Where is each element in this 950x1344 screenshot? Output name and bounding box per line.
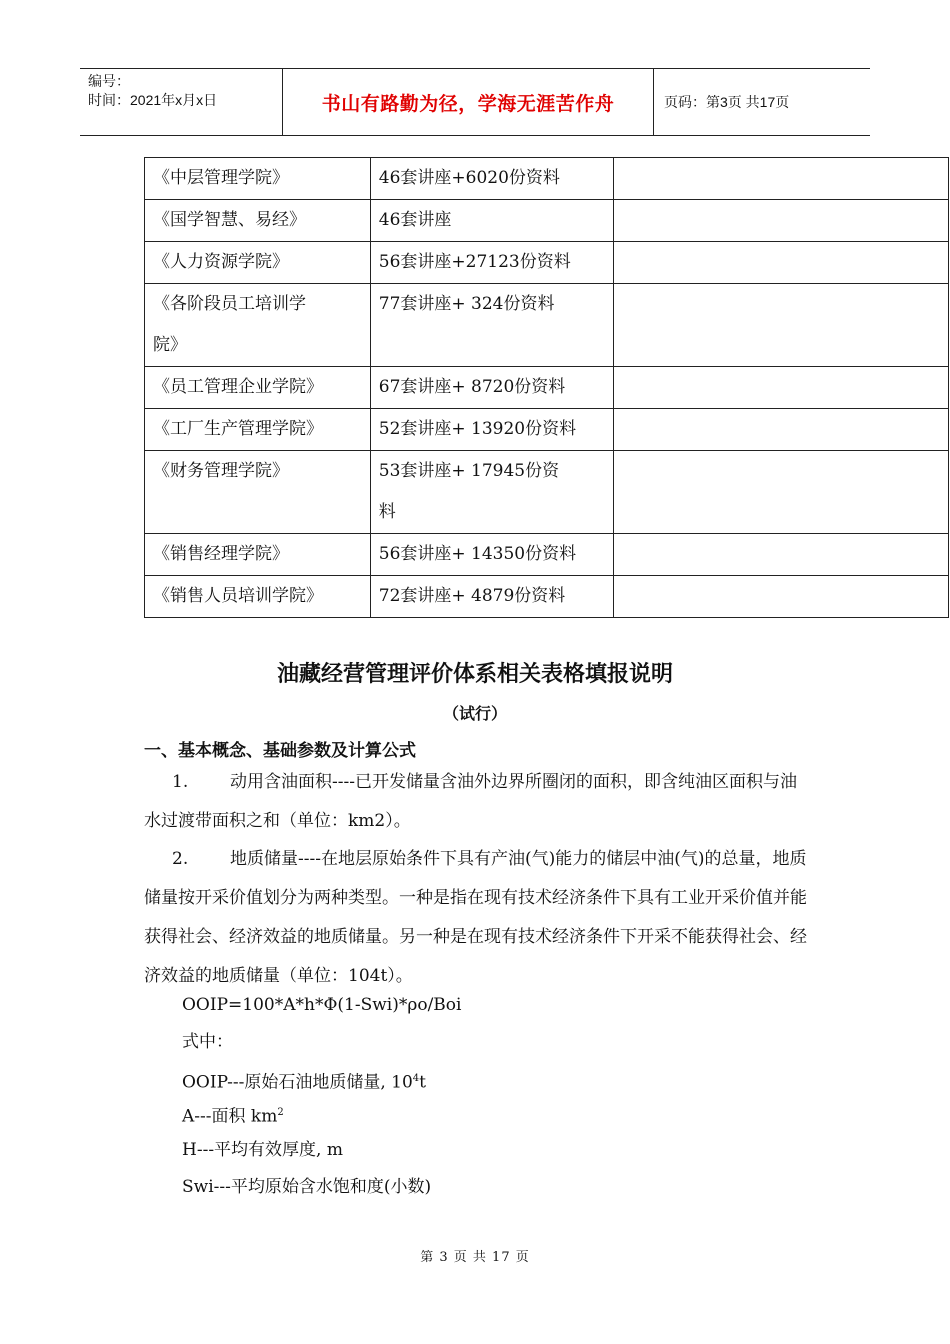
- definition-area: [182, 1098, 284, 1132]
- item-number: 1.: [172, 772, 189, 792]
- definition-text: OOIP---原始石油地质储量, 10: [182, 1072, 413, 1093]
- course-extra: [613, 200, 948, 242]
- document-title: 油藏经营管理评价体系相关表格填报说明: [276, 662, 673, 687]
- superscript: 2: [277, 1107, 284, 1118]
- course-name: 《财务管理学院》: [145, 451, 371, 534]
- item-text: 地质储量----在地层原始条件下具有产油(气)能力的储层中油(气)的总量，地质储量按开采价值划分为两种类型。一种是指在现有技术经济条件下具有工业开采价值并能获得社会、经济效益的地质储量。另一种是在现有技术经济条件下开采不能获得社会、经济效益的地质储量（单位：104t）。: [144, 849, 807, 986]
- table-row: [145, 158, 949, 200]
- serial-label: 编号：: [88, 73, 130, 89]
- course-name: 《人力资源学院》: [145, 242, 371, 284]
- course-name: 《各阶段员工培训学院》: [145, 284, 371, 367]
- course-extra: [613, 576, 948, 618]
- definition-thickness: H---平均有效厚度, m: [182, 1140, 343, 1160]
- table-row: [145, 242, 949, 284]
- course-content: 56套讲座+ 14350份资料: [370, 534, 613, 576]
- table-row: [145, 576, 949, 618]
- table-row: [145, 409, 949, 451]
- paragraph-2: [144, 840, 812, 996]
- course-name: 《员工管理企业学院》: [145, 367, 371, 409]
- course-content: 72套讲座+ 4879份资料: [370, 576, 613, 618]
- definition-text: A---面积 km: [182, 1106, 278, 1127]
- course-name: 《销售经理学院》: [145, 534, 371, 576]
- course-extra: [613, 158, 948, 200]
- course-content: 77套讲座+ 324份资料: [370, 284, 613, 367]
- course-name: 《中层管理学院》: [145, 158, 371, 200]
- course-extra: [613, 284, 948, 367]
- item-number: 2.: [172, 849, 189, 869]
- course-name: 《国学智慧、易经》: [145, 200, 371, 242]
- header-meta: [80, 69, 283, 135]
- table-row: [145, 534, 949, 576]
- course-name: 《工厂生产管理学院》: [145, 409, 371, 451]
- time-label: 时间：2021年x月x日: [88, 92, 218, 108]
- item-text: 动用含油面积----已开发储量含油外边界所圈闭的面积，即含纯油区面积与油水过渡带面积之和（单位：km2）。: [144, 772, 797, 831]
- document-subtitle: （试行）: [442, 704, 507, 723]
- page-footer: 第 3 页 共 17 页: [420, 1250, 530, 1265]
- page-header: [80, 68, 870, 136]
- table-row: [145, 200, 949, 242]
- superscript: 4: [412, 1073, 420, 1084]
- course-content: 46套讲座: [370, 200, 613, 242]
- course-name: 《销售人员培训学院》: [145, 576, 371, 618]
- course-content: 46套讲座+6020份资料: [370, 158, 613, 200]
- header-page-info: 页码：第3页 共17页: [664, 94, 790, 110]
- table-row: [145, 451, 949, 534]
- course-extra: [613, 534, 948, 576]
- formula: OOIP=100*A*h*Φ(1-Swi)*ρo/Boi: [182, 995, 462, 1015]
- section-heading: 一、基本概念、基础参数及计算公式: [144, 741, 416, 761]
- definition-unit: t: [419, 1072, 426, 1093]
- course-content: 53套讲座+ 17945份资料: [370, 451, 613, 534]
- course-content: 56套讲座+27123份资料: [370, 242, 613, 284]
- formula-where: 式中：: [182, 1032, 233, 1052]
- table-row: [145, 367, 949, 409]
- course-extra: [613, 409, 948, 451]
- course-extra: [613, 242, 948, 284]
- table-row: [145, 284, 949, 367]
- course-extra: [613, 451, 948, 534]
- definition-swi: Swi---平均原始含水饱和度(小数): [182, 1177, 432, 1197]
- course-content: 67套讲座+ 8720份资料: [370, 367, 613, 409]
- course-extra: [613, 367, 948, 409]
- paragraph-1: [144, 763, 812, 841]
- course-table: [144, 157, 949, 618]
- course-content: 52套讲座+ 13920份资料: [370, 409, 613, 451]
- header-motto: 书山有路勤为径，学海无涯苦作舟: [283, 69, 654, 135]
- definition-ooip: [182, 1064, 426, 1098]
